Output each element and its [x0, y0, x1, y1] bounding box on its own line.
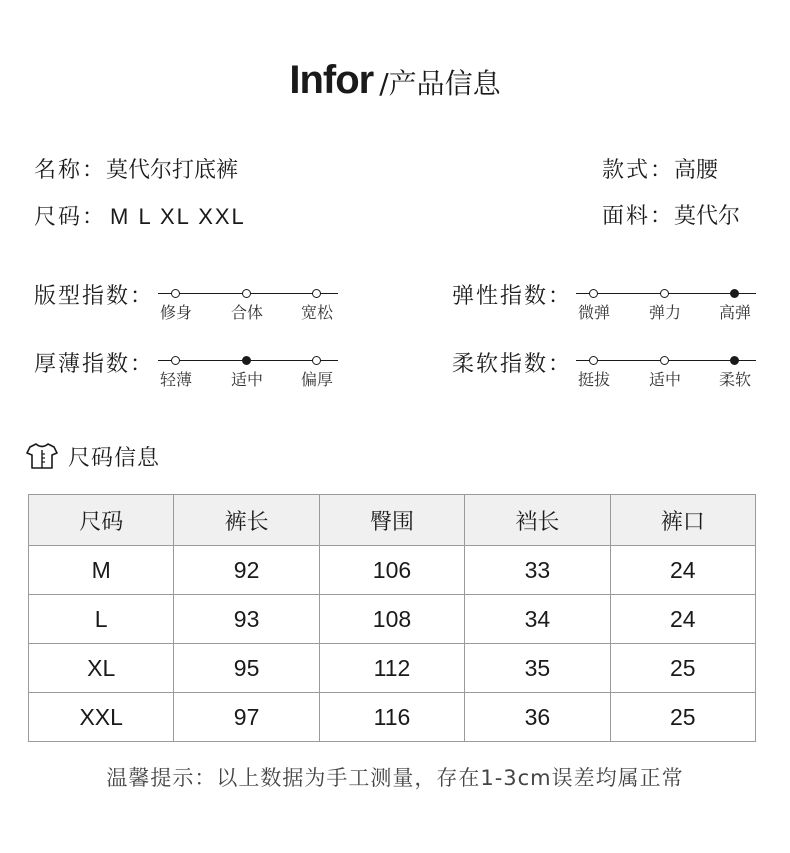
- table-header-row: [29, 495, 756, 546]
- table-cell: M: [29, 546, 174, 595]
- scale-dot: [242, 356, 251, 365]
- scale-dot: [730, 356, 739, 365]
- table-cell: XL: [29, 644, 174, 693]
- info-style-value: 高腰: [674, 158, 719, 183]
- table-cell: 95: [174, 644, 319, 693]
- thickness-index-label: 厚薄指数：: [34, 352, 155, 377]
- fit-index-scale: [158, 288, 338, 332]
- shirt-ruler-icon: [26, 442, 58, 470]
- table-cell: 116: [319, 693, 464, 742]
- column-header: 裤口: [610, 495, 755, 546]
- scale-dot: [312, 289, 321, 298]
- info-fabric-key: 面料：: [602, 204, 675, 229]
- info-style: [602, 156, 718, 186]
- info-size-value: M L XL XXL: [110, 204, 246, 229]
- table-cell: 93: [174, 595, 319, 644]
- scale-dot: [660, 289, 669, 298]
- column-header: 裆长: [465, 495, 610, 546]
- scale-option-label: 合体: [230, 303, 264, 322]
- scale-option-label: 偏厚: [300, 370, 334, 389]
- info-name: [34, 156, 238, 186]
- column-header: 臀围: [319, 495, 464, 546]
- info-fabric: [602, 202, 740, 232]
- scale-option-label: 柔软: [718, 370, 752, 389]
- table-cell: 25: [610, 693, 755, 742]
- scale-dot: [171, 289, 180, 298]
- table-row: [29, 644, 756, 693]
- size-table: [28, 494, 756, 742]
- size-section-title: 尺码信息: [68, 445, 161, 471]
- title-separator: /: [379, 67, 389, 100]
- table-cell: 92: [174, 546, 319, 595]
- scale-option-label: 微弹: [577, 303, 611, 322]
- elastic-index-label: 弹性指数：: [452, 284, 573, 309]
- info-size-key: 尺码：: [34, 205, 107, 230]
- table-cell: L: [29, 595, 174, 644]
- title-en: Infor: [289, 58, 374, 102]
- table-cell: 34: [465, 595, 610, 644]
- table-cell: 112: [319, 644, 464, 693]
- table-cell: 36: [465, 693, 610, 742]
- scale-dot: [730, 289, 739, 298]
- title-zh: 产品信息: [388, 67, 501, 100]
- scale-dot: [589, 289, 598, 298]
- scale-option-label: 轻薄: [159, 370, 193, 389]
- table-cell: 106: [319, 546, 464, 595]
- table-cell: 35: [465, 644, 610, 693]
- scale-dot: [242, 289, 251, 298]
- scale-option-label: 挺拔: [577, 370, 611, 389]
- table-cell: 108: [319, 595, 464, 644]
- scale-option-label: 修身: [159, 303, 193, 322]
- table-cell: 25: [610, 644, 755, 693]
- scale-option-label: 弹力: [648, 303, 682, 322]
- column-header: 裤长: [174, 495, 319, 546]
- fit-index-label: 版型指数：: [34, 284, 155, 309]
- thickness-index-scale: [158, 355, 338, 399]
- table-row: [29, 693, 756, 742]
- scale-option-label: 高弹: [718, 303, 752, 322]
- info-fabric-value: 莫代尔: [674, 204, 741, 229]
- softness-index-scale: [576, 355, 756, 399]
- table-cell: XXL: [29, 693, 174, 742]
- scale-dot: [312, 356, 321, 365]
- column-header: 尺码: [29, 495, 174, 546]
- table-cell: 24: [610, 546, 755, 595]
- page-title: [0, 58, 790, 103]
- elastic-index-scale: [576, 288, 756, 332]
- scale-dot: [660, 356, 669, 365]
- scale-dot: [171, 356, 180, 365]
- scale-option-label: 适中: [230, 370, 264, 389]
- measurement-note: 温馨提示：以上数据为手工测量，存在1-3cm误差均属正常: [106, 766, 684, 790]
- info-style-key: 款式：: [602, 158, 675, 183]
- table-cell: 97: [174, 693, 319, 742]
- info-name-key: 名称：: [34, 158, 107, 183]
- scale-option-label: 适中: [648, 370, 682, 389]
- scale-dot: [589, 356, 598, 365]
- table-row: [29, 595, 756, 644]
- info-name-value: 莫代尔打底裤: [106, 158, 239, 183]
- table-cell: 33: [465, 546, 610, 595]
- table-cell: 24: [610, 595, 755, 644]
- info-size: [34, 202, 246, 233]
- softness-index-label: 柔软指数：: [452, 352, 573, 377]
- scale-option-label: 宽松: [300, 303, 334, 322]
- size-section-heading: [26, 440, 160, 472]
- table-row: [29, 546, 756, 595]
